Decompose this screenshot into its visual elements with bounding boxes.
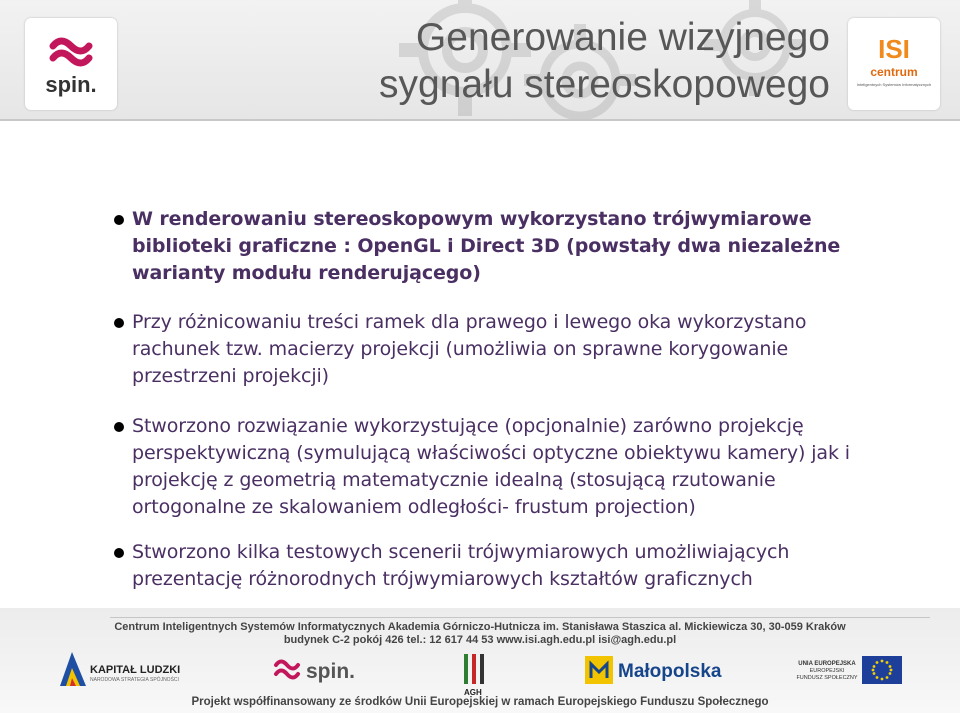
spin-logo-text: spin.	[45, 72, 97, 97]
cofinance-note: Projekt współfinansowany ze środków Unii Europejskiej w ramach Europejskiego Funduszu Społecznego	[191, 696, 769, 708]
bullet-item: Stworzono kilka testowych scenerii trójwymiarowych umożliwiających prezentację różnorodnych trójwymiarowych kształtów graficznych	[112, 539, 892, 593]
eu-flag-icon	[862, 656, 902, 684]
slide-title-line1: Generowanie wizyjnego	[415, 16, 830, 59]
eu-line1: UNIA EUROPEJSKA	[798, 661, 856, 667]
eu-line3: FUNDUSZ SPOŁECZNY	[796, 675, 858, 681]
isi-logo-icon	[848, 18, 940, 110]
bullet-item: W renderowaniu stereoskopowym wykorzystano trójwymiarowe biblioteki graficzne : OpenGL i Direct 3D (powstały dwa niezależne warianty modułu renderującego)	[112, 206, 892, 287]
kapital-ludzki-logo	[90, 664, 180, 683]
isi-logo-text: centrum	[870, 65, 918, 79]
kapital-ludzki-subtitle: NARODOWA STRATEGIA SPÓJNOŚCI	[90, 677, 179, 683]
eu-line2: EUROPEJSKI	[809, 668, 845, 674]
spin-footer-logo-icon	[272, 655, 372, 685]
footer-address: Centrum Inteligentnych Systemów Informatycznych Akademia Górniczo-Hutnicza im. Stanisława Staszica al. Mickiewicza 30, 30-059 Kraków	[114, 621, 846, 633]
isi-logo-subtext: Inteligentnych Systemów Informatycznych	[856, 82, 932, 87]
kapital-ludzki-logo-icon	[58, 650, 88, 688]
footer-contact: budynek C-2 pokój 426 tel.: 12 617 44 53 www.isi.agh.edu.pl isi@agh.edu.pl	[283, 634, 677, 646]
slide-title-line2: sygnału stereoskopowego	[379, 63, 830, 106]
spin-footer-text: spin.	[306, 660, 356, 683]
isi-centrum-logo	[848, 18, 940, 110]
header-divider	[0, 119, 960, 121]
kapital-ludzki-title: KAPITAŁ LUDZKI	[90, 664, 181, 676]
svg-text:ISI: ISI	[878, 34, 910, 64]
agh-logo-icon	[462, 652, 486, 686]
agh-logo-text: AGH	[464, 688, 482, 697]
bullet-item: Przy różnicowaniu treści ramek dla prawego i lewego oka wykorzystano rachunek tzw. macierzy projekcji (umożliwia on sprawne korygowanie przestrzeni projekcji)	[112, 309, 892, 390]
malopolska-logo-text: Małopolska	[618, 661, 722, 682]
bullet-list	[112, 206, 892, 593]
spin-logo-icon	[25, 18, 117, 110]
slide-title	[310, 14, 830, 108]
malopolska-logo-icon	[585, 656, 613, 684]
footer-divider	[110, 617, 930, 618]
eu-logo-text	[795, 661, 859, 682]
spin-logo	[25, 18, 117, 110]
slide-header	[0, 0, 960, 120]
bullet-item: Stworzono rozwiązanie wykorzystujące (opcjonalnie) zarówno projekcję perspektywiczną (symulującą właściwości optyczne obiektywu kamery) jak i projekcję z geometrią matematycznie idealną (stosującą rzutowanie ortogonalne ze skalowaniem odległości- frustum projection)	[112, 413, 892, 521]
